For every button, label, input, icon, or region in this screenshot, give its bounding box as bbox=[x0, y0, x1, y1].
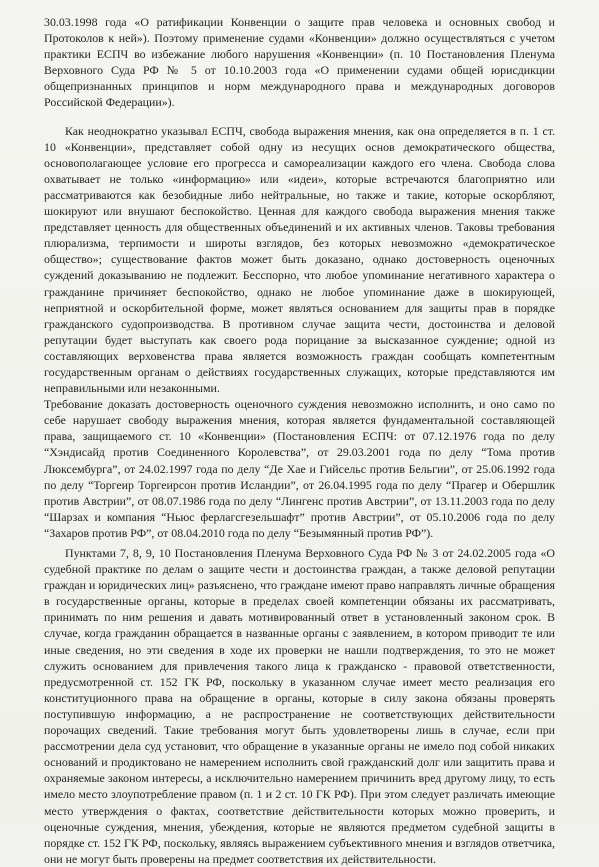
paragraph-supreme-court-resolution: Пунктами 7, 8, 9, 10 Постановления Пленума Верховного Суда РФ № 3 от 24.02.2005 года «О судебной практике по делам о защите чести и достоинства граждан, а также деловой репутации граждан и юридических лиц» разъяснено, что граждане имеют право направлять личные обращения в государственные органы, которые в пределах своей компетенции обязаны их рассматривать, принимать по ним решения и давать мотивированный ответ в установленный законом срок. В случае, когда гражданин обращается в названные органы с заявлением, в котором приводит те или иные сведения, но эти сведения в ходе их проверки не нашли подтверждения, то это не может служить основанием для привлечения такого лица к гражданско - правовой ответственности, предусмотренной ст. 152 ГК РФ, поскольку в указанном случае имеет место реализация его конституционного права на обращение в органы, которые в силу закона обязаны проверять поступившую информацию, а не распространение не соответствующих действительности порочащих сведений. Такие требования могут быть удовлетворены лишь в случае, если при рассмотрении дела суд установит, что обращение в указанные органы не имело под собой никаких оснований и продиктовано не намерением исполнить свой гражданский долг или защитить права и охраняемые законом интересы, а исключительно намерением причинить вред другому лицу, то есть имело место злоупотребление правом (п. 1 и 2 ст. 10 ГК РФ). При этом следует различать имеющие место утверждения о фактах, соответствие действительности которых можно проверить, и оценочные суждения, мнения, убеждения, которые не являются предметом судебной защиты в порядке ст. 152 ГК РФ, поскольку, являясь выражением субъективного мнения и взглядов ответчика, они не могут быть проверены на предмет соответствия их действительности. bbox=[44, 546, 555, 866]
paragraph-ratification: 30.03.1998 года «О ратификации Конвенции о защите прав человека и основных свобод и Протоколов к ней»). Поэтому применение судами «Конвенции» должно осуществляться с учетом практики ЕСПЧ во избежание любого нарушения «Конвенции» (п. 10 Постановления Пленума Верховного Суда РФ № 5 от 10.10.2003 года «О применении судами общей юрисдикции общепризнанных принципов и норм международного права и международных договоров Российской Федерации»). bbox=[44, 15, 555, 110]
paragraph-echr-freedom-of-expression: Как неоднократно указывал ЕСПЧ, свобода выражения мнения, как она определяется в п. 1 ст. 10 «Конвенции», представляет собой одну из несущих основ демократического общества, основополагающее условие его прогресса и самореализации каждого его члена. Свобода слова охватывает не только «информацию» или «идеи», которые встречаются благоприятно или рассматриваются как безобидные либо нейтральные, но также и такие, которые оскорбляют, шокируют или внушают беспокойство. Ценная для каждого свобода выражения мнения также представляет ценность для общественных объединений и их активных членов. Таковы требования плюрализма, терпимости и широты взглядов, без которых невозможно «демократическое общество»; существование фактов может быть доказано, однако достоверность оценочных суждений доказыванию не подлежит. Бесспорно, что любое упоминание негативного характера о гражданине причиняет беспокойство, однако не любое упоминание даже в шокирующей, неприятной и оскорбительной форме, может являться основанием для защиты прав в порядке гражданского судопроизводства. В противном случае защита чести, достоинства и деловой репутации будет выступать как своего рода порицание за высказанное суждение; одной из составляющих верховенства права является возможность граждан сообщать компетентным государственным органам о действиях государственных служащих, которые представляются им неправильными или незаконными. bbox=[44, 123, 555, 396]
paragraph-gap bbox=[44, 111, 555, 123]
paragraph-value-judgment-proof: Требование доказать достоверность оценочного суждения невозможно исполнить, и оно само по себе нарушает свободу выражения мнения, которая является фундаментальной составляющей права, защищаемого ст. 10 «Конвенции» (Постановления ЕСПЧ: от 07.12.1976 года по делу “Хэндисайд против Соединенного Королевства”, от 29.03.2001 года по делу “Тома против Люксембурга”, от 24.02.1997 года по делу “Де Хае и Гийсельс против Бельгии”, от 25.06.1992 года по делу “Торгеир Торгеирсон против Исландии”, от 26.04.1995 года по делу “Прагер и Обершлик против Австрии”, от 08.07.1986 года по делу “Лингенс против Австрии”, от 13.11.2003 года по делу “Шарзах и компания “Ньюс ферлагсгезельшафт” против Австрии”, от 05.10.2006 года по делу “Захаров против РФ”, от 08.04.2010 года по делу “Безымянный против РФ”). bbox=[44, 397, 555, 540]
